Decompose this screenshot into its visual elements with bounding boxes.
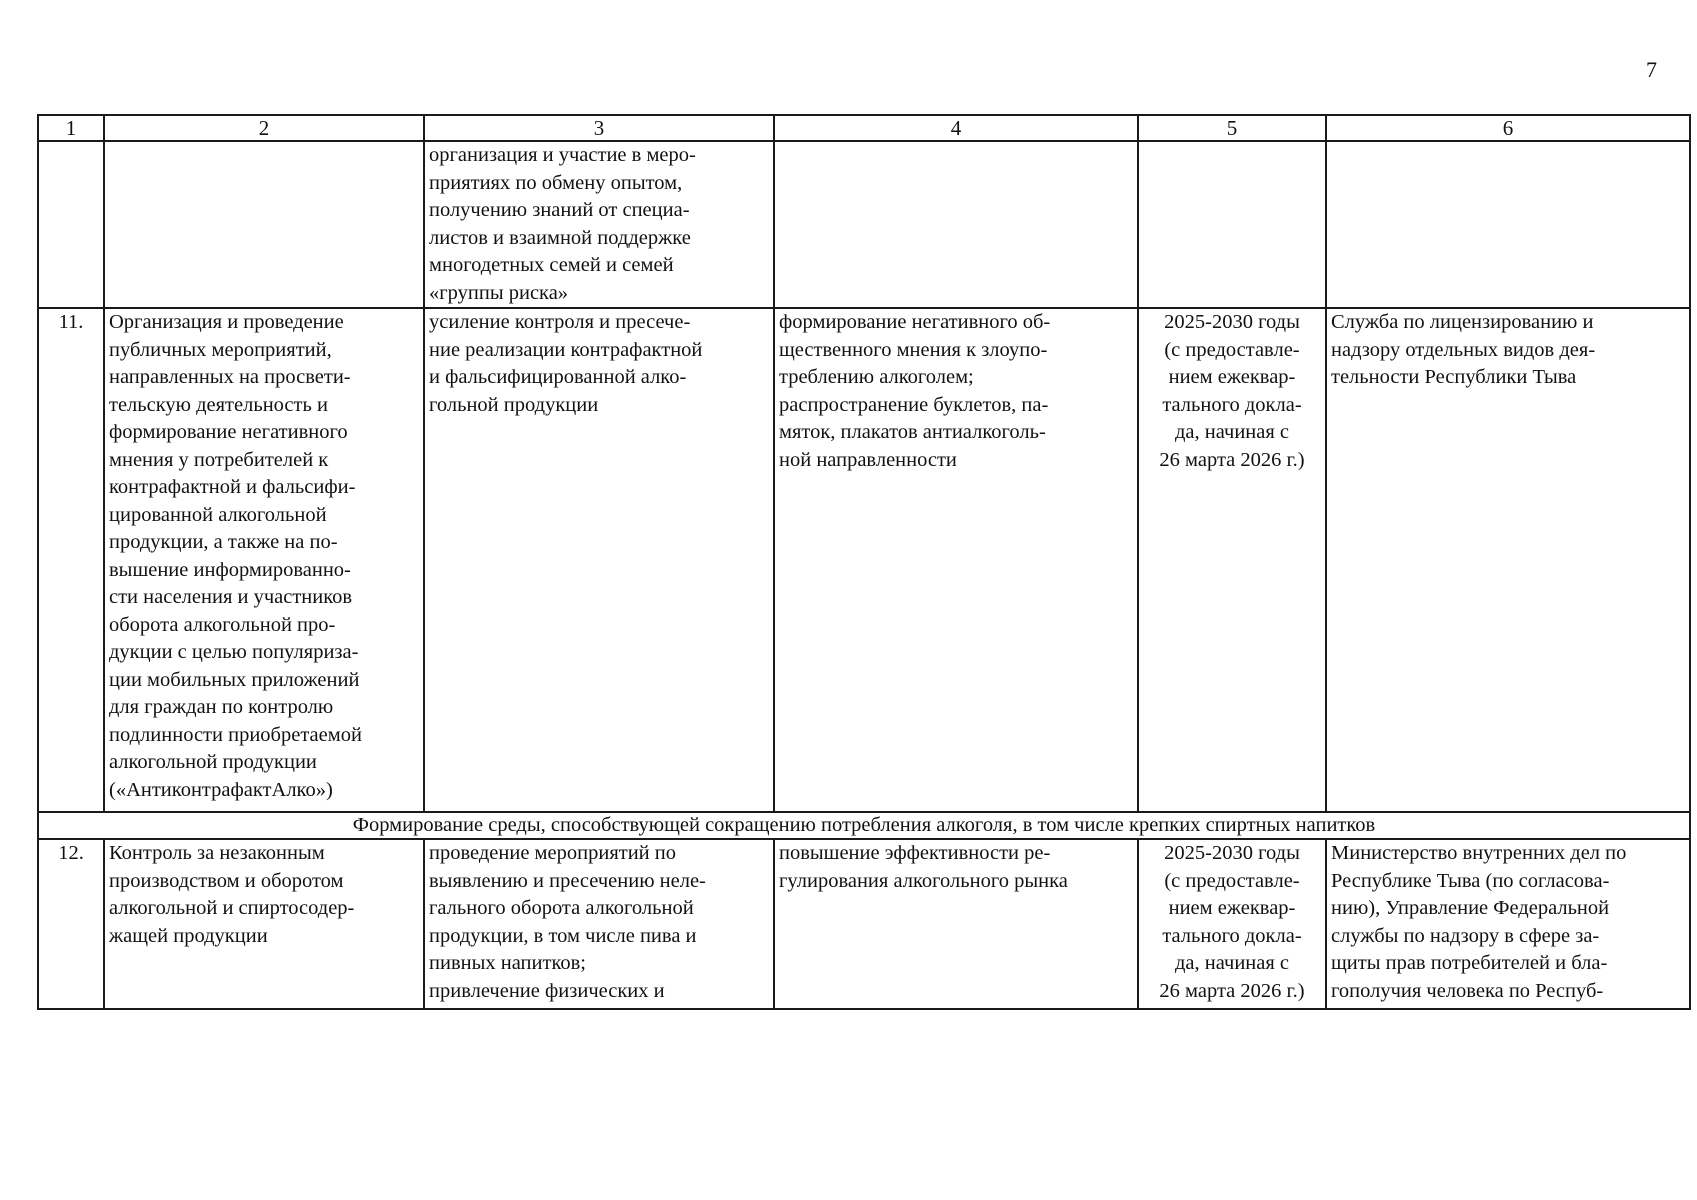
cell-text-line: повышение эффективности ре-	[779, 842, 1051, 864]
cell-text-line: Республике Тыва (по согласова-	[1331, 869, 1610, 892]
cell-measure	[104, 839, 424, 1009]
section-header-row	[38, 812, 1690, 839]
page-number: 7	[1646, 57, 1657, 82]
cell-text-line: (с предоставле-	[1164, 869, 1300, 892]
cell-text-line: 2025-2030 годы	[1164, 311, 1300, 333]
cell-text-line: производством и оборотом	[109, 869, 344, 892]
cell-responsible	[1326, 308, 1690, 812]
header-col-5: 5	[1138, 115, 1326, 141]
section-title: Формирование среды, способствующей сокращению потребления алкоголя, в том числе крепких спиртных напитков	[38, 812, 1690, 839]
cell-text-line: продукции, в том числе пива и	[429, 924, 697, 947]
cell-text-line: 2025-2030 годы	[1164, 842, 1300, 864]
cell-result	[774, 141, 1138, 308]
cell-num: 12.	[38, 839, 104, 1009]
cell-text-line: ции мобильных приложений	[109, 668, 360, 691]
header-col-1: 1	[38, 115, 104, 141]
table-row	[38, 308, 1690, 812]
cell-text-line: (с предоставле-	[1164, 338, 1300, 361]
cell-text-line: подлинности приобретаемой	[109, 723, 362, 746]
header-col-4: 4	[774, 115, 1138, 141]
cell-text-line: пивных напитков;	[429, 952, 586, 974]
cell-text-line: алкогольной продукции	[109, 751, 317, 773]
cell-text-line: получению знаний от специа-	[429, 199, 690, 221]
cell-text-line: листов и взаимной поддержке	[429, 226, 691, 249]
cell-result	[774, 308, 1138, 812]
cell-text-line: гулирования алкогольного рынка	[779, 869, 1068, 892]
cell-text-line: да, начиная с	[1174, 421, 1290, 443]
cell-text-line: алкогольной и спиртосодер-	[109, 897, 355, 919]
cell-text-line: оборота алкогольной про-	[109, 613, 336, 636]
cell-text-line: гополучия человека по Респуб-	[1331, 979, 1604, 1002]
cell-responsible	[1326, 839, 1690, 1009]
cell-text-line: надзору отдельных видов дея-	[1331, 338, 1596, 361]
cell-text-line: контрафактной и фальсифи-	[109, 476, 356, 498]
cell-text-line: мяток, плакатов антиалкоголь-	[779, 421, 1046, 443]
cell-text-line: ние реализации контрафактной	[429, 338, 703, 361]
cell-text-line: да, начиная с	[1174, 952, 1290, 974]
cell-text-line: нием ежеквар-	[1168, 366, 1296, 388]
header-col-2: 2	[104, 115, 424, 141]
cell-text-line: приятиях по обмену опытом,	[429, 171, 683, 194]
cell-text-line: службы по надзору в сфере за-	[1331, 924, 1600, 947]
cell-measure	[104, 308, 424, 812]
cell-text-line: и фальсифицированной алко-	[429, 366, 687, 388]
cell-responsible	[1326, 141, 1690, 308]
header-col-3: 3	[424, 115, 774, 141]
cell-measure	[104, 141, 424, 308]
cell-text-line: тельскую деятельность и	[109, 393, 328, 416]
cell-text-line: гольной продукции	[429, 393, 599, 416]
cell-text-line: продукции, а также на по-	[109, 531, 338, 553]
cell-text-line: для граждан по контролю	[109, 696, 334, 718]
cell-text-line: нием ежеквар-	[1168, 897, 1296, 919]
cell-text-line: распространение буклетов, па-	[779, 393, 1049, 416]
cell-text-line: формирование негативного об-	[779, 311, 1051, 333]
cell-text-line: многодетных семей и семей	[429, 254, 674, 276]
cell-text-line: формирование негативного	[109, 421, 348, 443]
measures-table	[37, 114, 1691, 1010]
cell-text-line: гального оборота алкогольной	[429, 897, 694, 919]
cell-content	[424, 141, 774, 308]
cell-text-line: выявлению и пресечению неле-	[429, 869, 706, 892]
cell-result	[774, 839, 1138, 1009]
cell-text-line: нию), Управление Федеральной	[1331, 897, 1610, 919]
cell-period	[1138, 839, 1326, 1009]
cell-text-line: 26 марта 2026 г.)	[1159, 979, 1305, 1002]
cell-num: 11.	[38, 308, 104, 812]
cell-text-line: треблению алкоголем;	[779, 366, 974, 388]
cell-text-line: («АнтиконтрафактАлко»)	[109, 778, 333, 801]
cell-text-line: тельности Республики Тыва	[1331, 366, 1577, 388]
cell-text-line: привлечение физических и	[429, 979, 665, 1002]
cell-content	[424, 308, 774, 812]
cell-text-line: направленных на просвети-	[109, 366, 351, 388]
table-row	[38, 141, 1690, 308]
cell-text-line: Служба по лицензированию и	[1331, 311, 1594, 333]
cell-text-line: «группы риска»	[429, 281, 569, 304]
cell-text-line: усиление контроля и пресече-	[429, 311, 691, 333]
cell-text-line: Министерство внутренних дел по	[1331, 842, 1627, 864]
cell-period	[1138, 141, 1326, 308]
cell-text-line: организация и участие в меро-	[429, 144, 696, 166]
cell-text-line: щественного мнения к злоупо-	[779, 338, 1048, 361]
cell-text-line: Контроль за незаконным	[109, 842, 325, 864]
cell-text-line: мнения у потребителей к	[109, 448, 329, 471]
cell-period	[1138, 308, 1326, 812]
cell-text-line: проведение мероприятий по	[429, 842, 676, 864]
cell-text-line: Организация и проведение	[109, 311, 344, 333]
header-col-6: 6	[1326, 115, 1690, 141]
cell-text-line: дукции с целью популяриза-	[109, 641, 359, 663]
cell-text-line: щиты прав потребителей и бла-	[1331, 952, 1608, 974]
cell-text-line: ной направленности	[779, 448, 957, 471]
cell-text-line: вышение информированно-	[109, 558, 351, 581]
cell-text-line: цированной алкогольной	[109, 503, 327, 526]
cell-text-line: тального докла-	[1162, 924, 1302, 947]
table-row	[38, 839, 1690, 1009]
cell-text-line: тального докла-	[1162, 393, 1302, 416]
cell-num	[38, 141, 104, 308]
cell-text-line: 26 марта 2026 г.)	[1159, 448, 1305, 471]
cell-text-line: публичных мероприятий,	[109, 338, 332, 361]
cell-content	[424, 839, 774, 1009]
table-header-row	[38, 115, 1690, 141]
cell-text-line: жащей продукции	[109, 924, 268, 947]
cell-text-line: сти населения и участников	[109, 586, 353, 608]
